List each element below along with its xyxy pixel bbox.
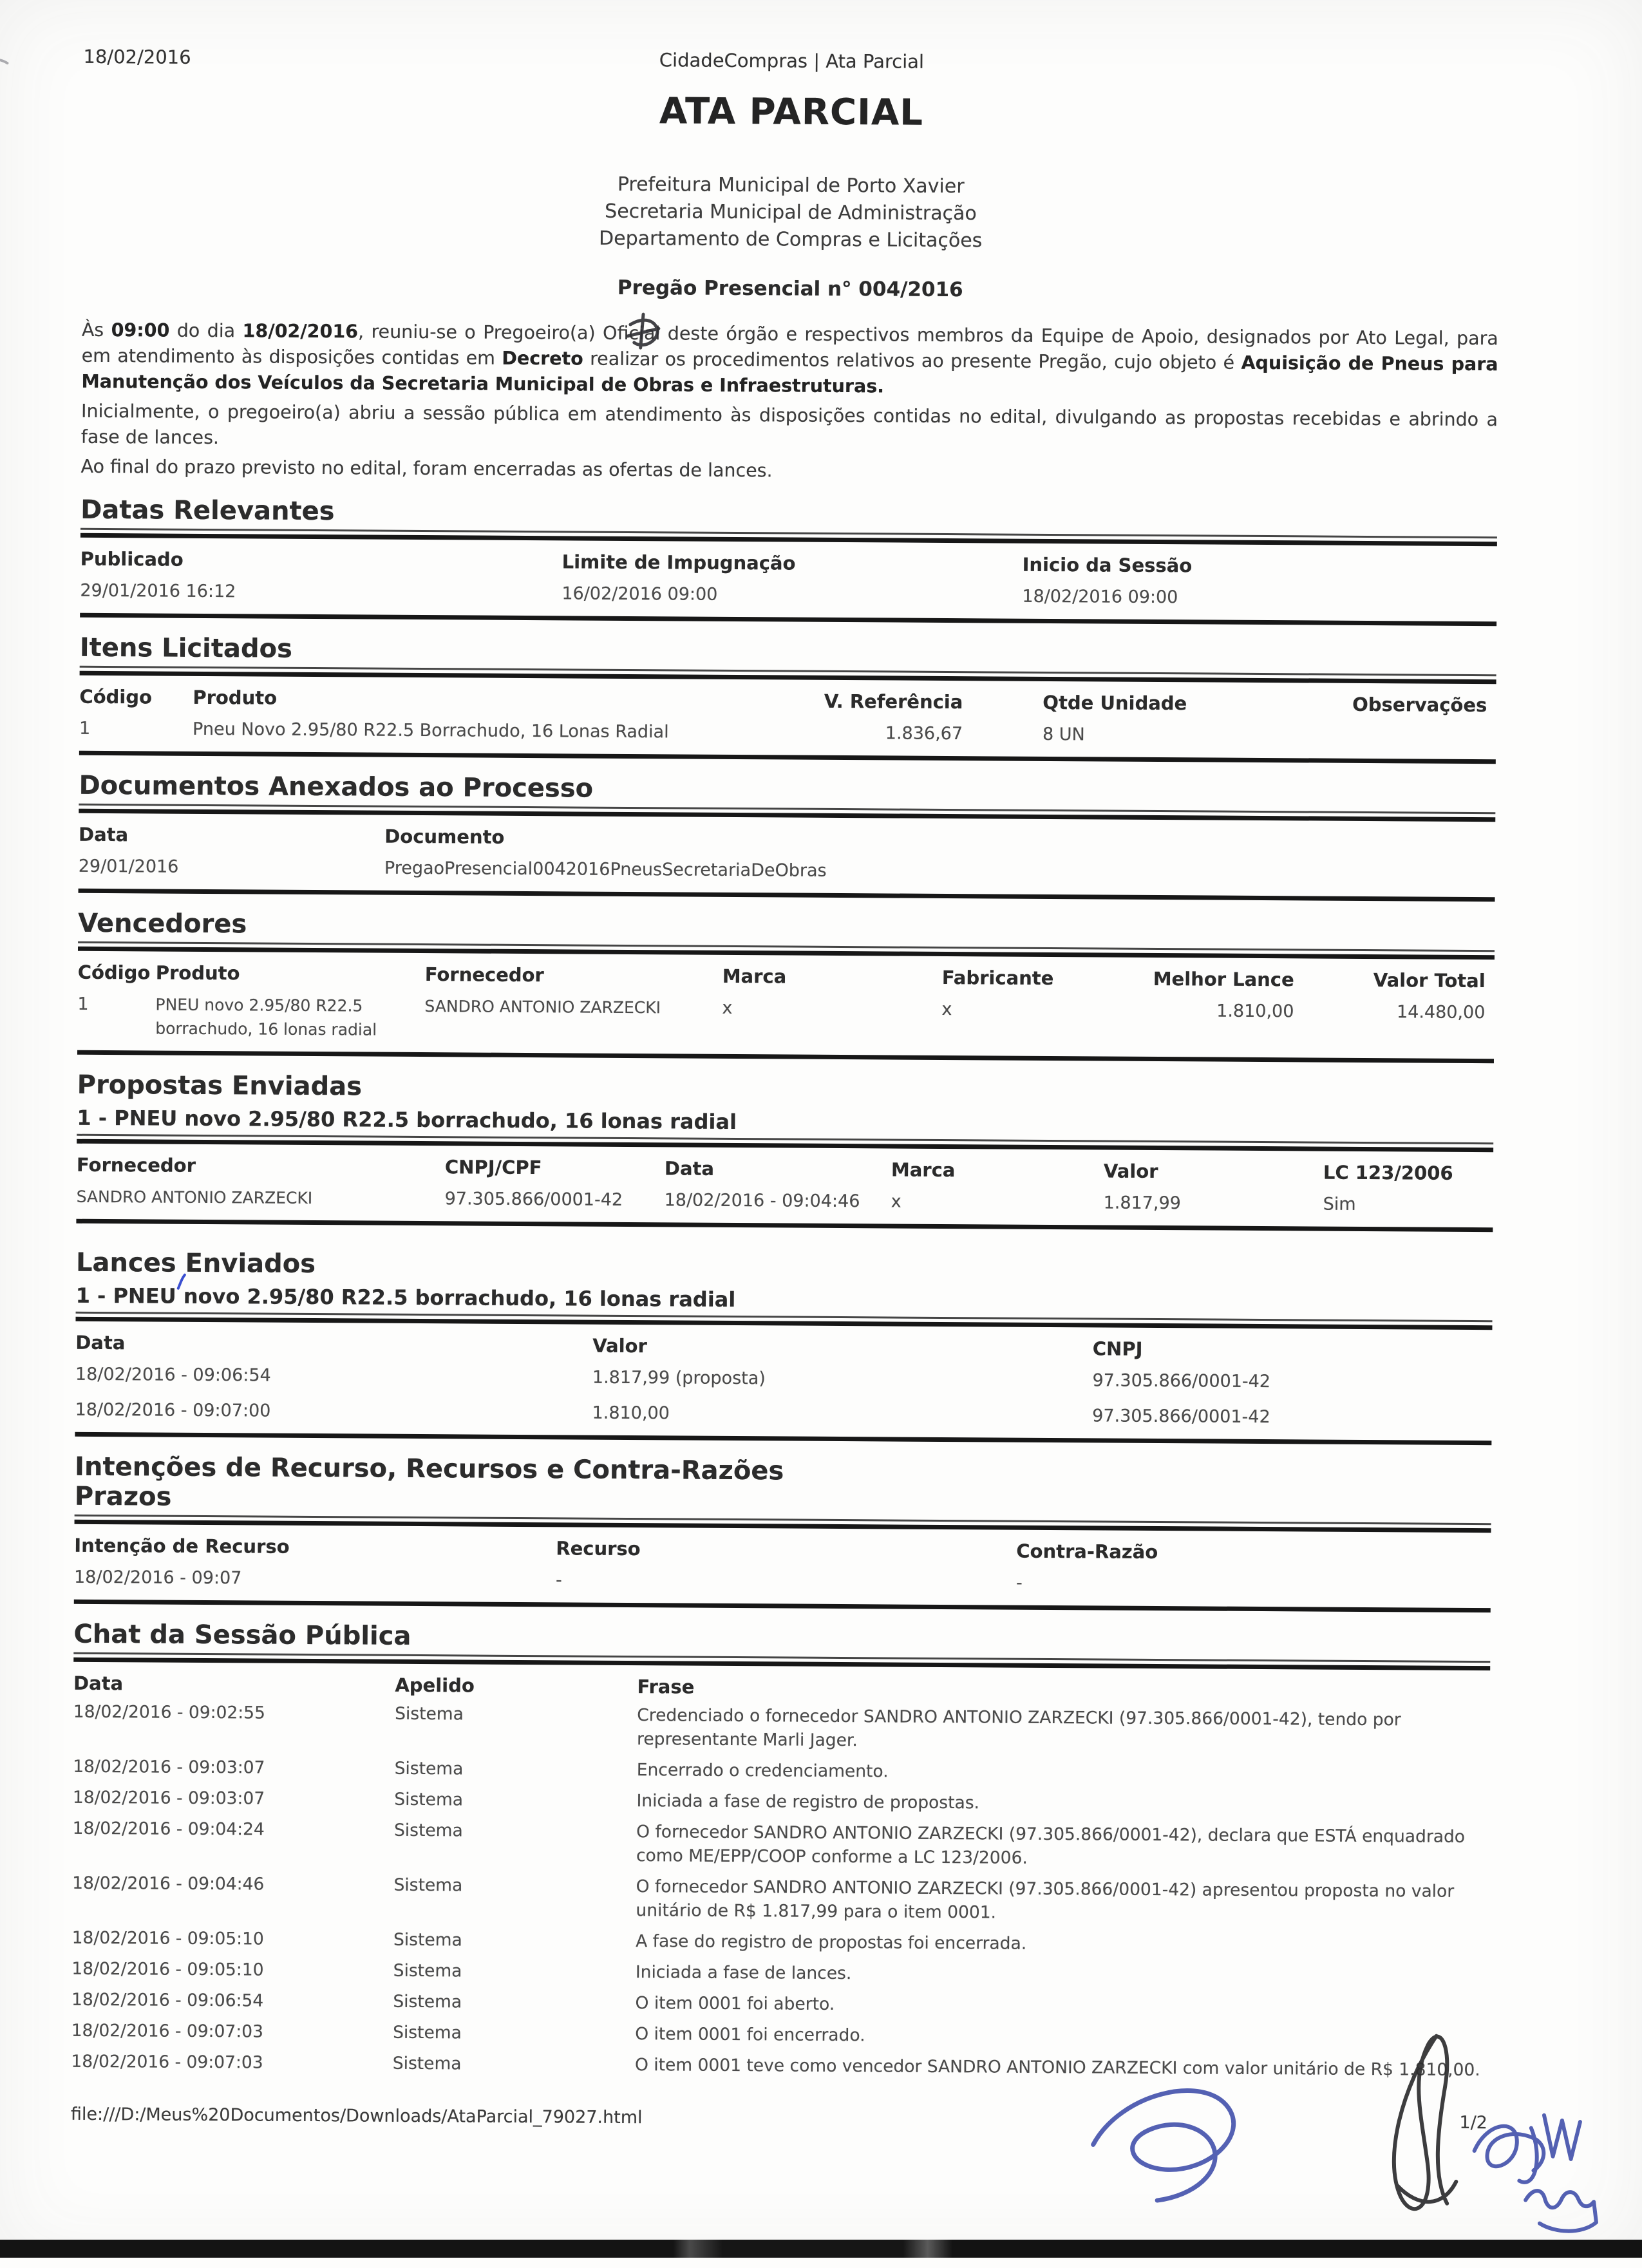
section-subtitle: Prazos (74, 1481, 172, 1512)
table-cell: SANDRO ANTONIO ZARZECKI (76, 1187, 313, 1207)
table-cell: x (941, 999, 952, 1020)
table-cell: 18/02/2016 - 09:07:00 (75, 1399, 271, 1421)
table-header-cell: LC 123/2006 (1323, 1161, 1453, 1184)
table-header-cell: Data (75, 1331, 126, 1354)
table-header-cell: Código (77, 961, 151, 984)
table-header-cell: Fornecedor (424, 963, 544, 987)
chat-cell-apelido: Sistema (393, 2022, 462, 2043)
chat-table (71, 1662, 1490, 2087)
table-header-cell: Documento (384, 825, 505, 848)
org-line-3: Departamento de Compras e Licitações (599, 227, 983, 252)
table-cell: 16/02/2016 09:00 (561, 583, 718, 605)
table-cell: 8 UN (1042, 724, 1085, 745)
table-cell: 97.305.866/0001-42 (444, 1189, 623, 1210)
intro-seg: do dia (169, 319, 243, 342)
browser-print-title: CidadeCompras | Ata Parcial (659, 49, 925, 73)
table-header-cell: Inicio da Sessão (1022, 553, 1193, 577)
intro-seg-bold: Decreto (502, 347, 583, 370)
chat-cell-apelido: Sistema (393, 1820, 463, 1841)
table-header-cell: Data (78, 823, 129, 846)
chat-cell-apelido: Sistema (394, 1758, 464, 1779)
chat-cell-data: 18/02/2016 - 09:04:46 (72, 1873, 265, 1895)
org-line-2: Secretaria Municipal de Administração (605, 200, 977, 225)
item-heading: 1 - PNEU novo 2.95/80 R22.5 borrachudo, 16 lonas radial (77, 1105, 737, 1135)
org-line-1: Prefeitura Municipal de Porto Xavier (617, 173, 965, 198)
table-header-cell: Publicado (80, 547, 184, 571)
table-header-cell: Data (664, 1157, 715, 1180)
intro-seg-bold: 09:00 (111, 319, 170, 341)
table-header-cell: V. Referência (824, 690, 963, 713)
print-date: 18/02/2016 (83, 45, 191, 68)
chat-cell-apelido: Sistema (393, 1875, 463, 1896)
table-header-cell: Valor (592, 1334, 647, 1357)
propostas-table (76, 1144, 1493, 1224)
table-header-cell: Contra-Razão (1016, 1540, 1158, 1564)
chat-cell-frase: O fornecedor SANDRO ANTONIO ZARZECKI (97.305.866/0001-42) apresentou proposta no valor unitário de R$ 1.817,99 para o item 0001. (636, 1876, 1455, 1923)
table-header-cell: Limite de Impugnação (561, 551, 796, 574)
table-cell: 1 (77, 994, 89, 1014)
chat-cell-data: 18/02/2016 - 09:05:10 (71, 1927, 264, 1949)
table-header-cell: Intenção de Recurso (74, 1534, 290, 1558)
chat-cell-frase: Encerrado o credenciamento. (636, 1760, 889, 1782)
table-header-cell: Recurso (556, 1537, 641, 1560)
chat-cell-apelido: Sistema (394, 1789, 464, 1810)
chat-cell-data: 18/02/2016 - 09:04:24 (72, 1818, 265, 1840)
section-title: Documentos Anexados ao Processo (79, 770, 594, 804)
chat-cell-data: 18/02/2016 - 09:03:07 (73, 1756, 265, 1778)
section-title: Propostas Enviadas (77, 1070, 363, 1102)
table-header-cell: Produto (155, 961, 240, 985)
table-header-cell: Frase (637, 1676, 695, 1698)
table-header-cell: CNPJ/CPF (444, 1156, 542, 1179)
chat-cell-data: 18/02/2016 - 09:06:54 (71, 1989, 264, 2011)
table-header-cell: Fornecedor (76, 1153, 196, 1177)
table-cell: 1.836,67 (885, 723, 963, 744)
scanner-edge-band (0, 2240, 1642, 2258)
table-cell: 29/01/2016 (78, 856, 179, 877)
section-chat-sessao-publica (71, 1621, 1490, 2087)
table-header-cell: Data (73, 1672, 124, 1695)
intro-paragraph-1 (81, 317, 1498, 403)
section-documentos-anexados (79, 772, 1496, 902)
page-title: ATA PARCIAL (659, 90, 924, 134)
org-block (82, 168, 1500, 258)
section-datas-relevantes (80, 496, 1497, 626)
intro-seg: Às (81, 319, 111, 341)
print-header (83, 46, 1500, 79)
table-cell: 18/02/2016 09:00 (1022, 586, 1178, 608)
table-cell: 97.305.866/0001-42 (1092, 1406, 1270, 1428)
table-header-cell: Melhor Lance (1153, 967, 1294, 991)
itens-licitados-table (79, 676, 1496, 755)
section-intencoes-recurso (74, 1453, 1491, 1612)
chat-cell-data: 18/02/2016 - 09:03:07 (72, 1787, 265, 1809)
table-cell (1241, 719, 1496, 755)
table-header-cell: Observações (1352, 693, 1487, 717)
table-cell: SANDRO ANTONIO ZARZECKI (424, 997, 661, 1017)
intro-paragraph-2: Inicialmente, o pregoeiro(a) abriu a sessão pública em atendimento às disposições contidas no edital, divulgando as propostas recebidas e abrindo a fase de lances. (80, 400, 1498, 449)
item-heading: 1 - PNEU novo 2.95/80 R22.5 borrachudo, 16 lonas radial (75, 1283, 736, 1312)
pen-mark-top-left (0, 52, 13, 77)
table-cell: PregaoPresencial0042016PneusSecretariaDeObras (384, 858, 827, 881)
table-header-cell: Qtde Unidade (1043, 691, 1187, 715)
vencedores-table (77, 951, 1495, 1055)
chat-cell-apelido: Sistema (392, 2053, 462, 2074)
table-cell: 18/02/2016 - 09:06:54 (75, 1364, 271, 1386)
table-cell: 1.817,99 (1103, 1193, 1181, 1214)
chat-cell-frase: O item 0001 teve como vencedor SANDRO ANTONIO ZARZECKI com valor unitário de R$ 1.810,00. (634, 2055, 1480, 2081)
table-cell: Sim (1323, 1194, 1356, 1214)
intro-seg-bold: Aquisição de Pneus para Manutenção dos Veículos da Secretaria Municipal de Obras e Infraestruturas. (81, 352, 1498, 397)
table-header-cell: Produto (193, 686, 278, 709)
intro-seg-bold: 18/02/2016 (242, 320, 359, 343)
intro-paragraph-3: Ao final do prazo previsto no edital, foram encerradas as ofertas de lances. (80, 455, 773, 482)
table-cell: PNEU novo 2.95/80 R22.5 borrachudo, 16 lonas radial (155, 995, 377, 1039)
print-footer (71, 2104, 1487, 2133)
datas-relevantes-table (80, 538, 1497, 618)
intro-seg: , reuniu-se o Pregoeiro(a) Oficial deste órgão e respectivos membros da Equipe de Apoio, designados por Ato Legal, para em atendimento às disposições contidas em (81, 321, 1498, 369)
table-header-cell: Marca (891, 1158, 956, 1182)
chat-cell-data: 18/02/2016 - 09:05:10 (71, 1958, 264, 1980)
footer-file-url: file:///D:/Meus%20Documentos/Downloads/AtaParcial_79027.html (70, 2104, 643, 2128)
section-title: Vencedores (78, 908, 247, 940)
section-itens-licitados (79, 634, 1496, 764)
chat-cell-frase: O item 0001 foi aberto. (635, 1993, 835, 2014)
table-cell: 18/02/2016 - 09:04:46 (664, 1190, 860, 1212)
table-header-cell: Apelido (395, 1674, 475, 1697)
chat-cell-apelido: Sistema (393, 1960, 462, 1981)
section-title: Intenções de Recurso, Recursos e Contra-Razões (74, 1451, 784, 1486)
section-title: Itens Licitados (79, 632, 292, 664)
intro-text-block (80, 317, 1498, 488)
chat-cell-frase: O fornecedor SANDRO ANTONIO ZARZECKI (97.305.866/0001-42), declara que ESTÁ enquadrado como ME/EPP/COOP conforme a LC 123/2006. (636, 1822, 1466, 1868)
table-header-cell: Valor Total (1373, 969, 1486, 992)
section-lances-enviados (75, 1249, 1493, 1445)
table-cell: x (722, 997, 733, 1018)
table-cell: - (555, 1570, 562, 1591)
table-cell: Pneu Novo 2.95/80 R22.5 Borrachudo, 16 Lonas Radial (192, 719, 669, 742)
table-cell: 97.305.866/0001-42 (1092, 1370, 1271, 1392)
chat-cell-apelido: Sistema (393, 1929, 462, 1951)
table-cell: 18/02/2016 - 09:07 (73, 1567, 242, 1589)
table-cell: 29/01/2016 16:12 (80, 580, 236, 602)
chat-cell-apelido: Sistema (395, 1703, 464, 1725)
chat-cell-data: 18/02/2016 - 09:07:03 (71, 2020, 264, 2042)
chat-cell-frase: Iniciada a fase de lances. (635, 1962, 852, 1984)
table-header-cell: Valor (1103, 1160, 1158, 1183)
table-cell: 1.810,00 (1216, 1001, 1294, 1022)
table-cell: 1.817,99 (proposta) (592, 1367, 766, 1389)
section-title: Lances Enviados (75, 1247, 316, 1280)
table-header-cell: CNPJ (1092, 1337, 1143, 1360)
documentos-table (79, 813, 1496, 893)
table-cell: x (891, 1191, 901, 1212)
intro-seg: realizar os procedimentos relativos ao presente Pregão, cujo objeto é (583, 348, 1241, 373)
section-propostas-enviadas (76, 1072, 1493, 1232)
table-cell: 1.810,00 (592, 1403, 670, 1424)
table-cell: 1 (79, 718, 91, 739)
chat-cell-frase: Credenciado o fornecedor SANDRO ANTONIO ZARZECKI (97.305.866/0001-42), tendo por representante Marli Jager. (637, 1705, 1401, 1751)
chat-cell-data: 18/02/2016 - 09:07:03 (71, 2051, 263, 2073)
table-cell: - (1015, 1573, 1023, 1593)
chat-cell-data: 18/02/2016 - 09:02:55 (73, 1701, 266, 1723)
table-header-cell: Fabricante (941, 966, 1054, 990)
chat-cell-apelido: Sistema (393, 1991, 462, 2012)
table-header-cell: Marca (722, 965, 787, 988)
chat-cell-frase: O item 0001 foi encerrado. (635, 2024, 865, 2046)
table-header-cell: Código (79, 685, 153, 708)
table-cell: 14.480,00 (1396, 1002, 1486, 1023)
lances-table (75, 1321, 1492, 1437)
chat-cell-frase: Iniciada a fase de registro de propostas. (636, 1791, 980, 1813)
intencoes-table (74, 1524, 1491, 1604)
chat-cell-frase: A fase do registro de propostas foi encerrada. (636, 1931, 1027, 1954)
section-title: Datas Relevantes (80, 495, 335, 527)
pregao-number: Pregão Presencial n° 004/2016 (617, 276, 963, 302)
section-vencedores (77, 910, 1495, 1063)
section-title: Chat da Sessão Pública (73, 1619, 411, 1651)
page-number: 1/2 (1459, 2112, 1487, 2133)
